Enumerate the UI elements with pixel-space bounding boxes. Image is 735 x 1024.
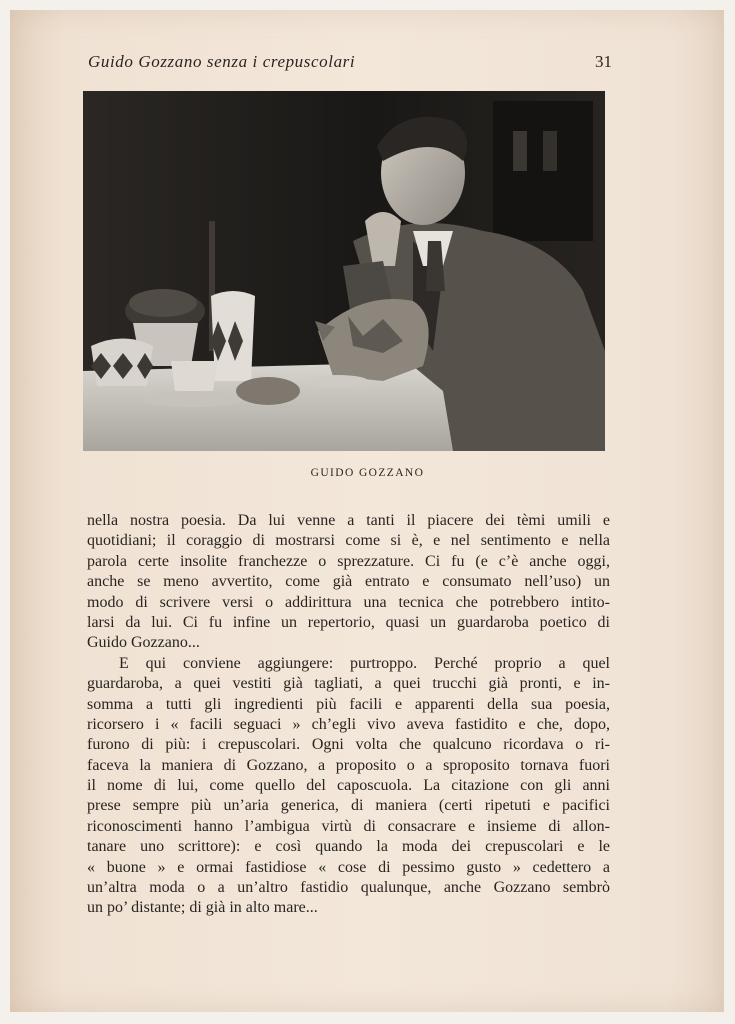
text-line: E qui conviene aggiungere: purtroppo. Perché proprio a quel: [119, 654, 610, 672]
text-line: ricorsero i « facili seguaci » ch’egli vivo aveva fastidito e che, dopo,: [87, 715, 610, 733]
text-line: Guido Gozzano...: [87, 634, 200, 652]
text-line: anche se meno avvertito, come già entrato e consumato nell’uso) un: [87, 573, 610, 591]
text-line: guardaroba, a quei vestiti già tagliati, a quei trucchi già pronti, e in-: [87, 675, 610, 693]
text-line: parola certe insolite franchezze o sprezzature. Ci fu (e c’è anche oggi,: [87, 552, 610, 570]
portrait-photo: [83, 91, 605, 451]
text-line: riconoscimenti hanno l’ambigua virtù di consacrare e insieme di allon-: [87, 817, 610, 835]
text-line: modo di scrivere versi o addirittura una tecnica che potrebbero intito-: [87, 593, 610, 611]
figure-caption: GUIDO GOZZANO: [310, 467, 425, 479]
text-line: un’altra moda o a un’altro fastidio qualunque, anche Gozzano sembrò: [87, 879, 610, 897]
text-line: somma a tutti gli ingredienti più facili e apparenti della sua poesia,: [87, 695, 610, 713]
text-line: nella nostra poesia. Da lui venne a tanti il piacere dei tèmi umili e: [87, 512, 610, 529]
text-line: quotidiani; il coraggio di mostrarsi come si è, e nel sentimento e nella: [87, 532, 610, 550]
page-number: 31: [595, 52, 612, 71]
text-line: tanare uno scrittore): e così quando la moda dei crepuscolari e le: [87, 838, 610, 856]
text-line: un po’ distante; di già in alto mare...: [87, 899, 318, 917]
text-line: prese sempre più un’aria generica, di maniera (certi ripetuti e pacifici: [87, 797, 610, 815]
text-line: furono di più: i crepuscolari. Ogni volta che qualcuno ricordava o ri-: [87, 736, 610, 754]
text-line: larsi da lui. Ci fu infine un repertorio, quasi un guardaroba poetico di: [87, 613, 610, 631]
text-line: il nome di lui, come quello del caposcuola. La citazione con gli anni: [87, 777, 610, 795]
running-head: Guido Gozzano senza i crepuscolari: [88, 52, 356, 71]
text-line: « buone » e ormai fastidiose « cose di pessimo gusto » cedettero a: [87, 858, 610, 876]
body-text: [87, 511, 610, 919]
text-line: faceva la maniera di Gozzano, a proposito o a sproposito tornava fuori: [87, 756, 610, 774]
